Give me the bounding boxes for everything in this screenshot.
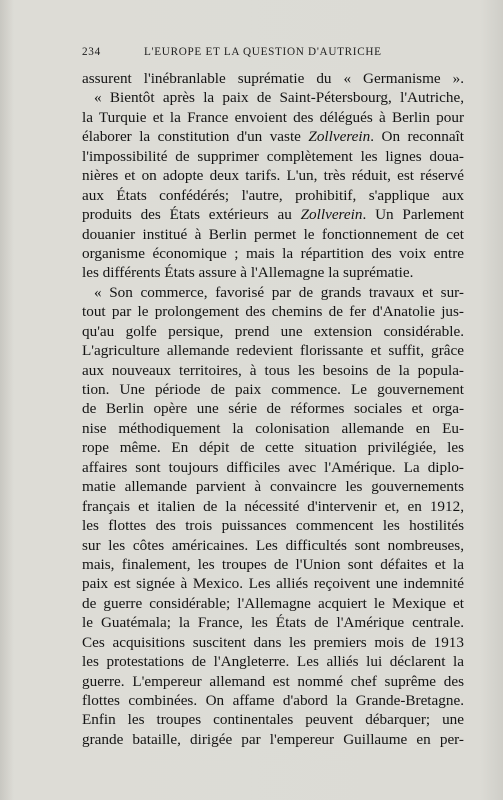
running-title: L'EUROPE ET LA QUESTION D'AUTRICHE [144, 46, 382, 58]
text-line: Ces acquisitions suscitent dans les premiers mois de 1913 [82, 633, 464, 651]
body-text [82, 69, 464, 749]
text-line: tion. Une période de paix commence. Le gouvernement [82, 381, 464, 398]
text-line: aux États confédérés; l'autre, prohibitif, s'applique aux [82, 186, 464, 204]
text-line: « Bientôt après la paix de Saint-Pétersbourg, l'Autriche, [94, 89, 464, 107]
text-line: la Turquie et la France envoient des délégués à Berlin pour [82, 108, 464, 126]
text-line: rope même. En dépit de cette situation privilégiée, les [82, 439, 464, 457]
text-line: nières et on adopte deux tarifs. L'un, très réduit, est réservé [82, 167, 464, 185]
text-line: le Guatémala; la France, les États de l'Amérique centrale. [82, 614, 464, 632]
text-line: Enfin les troupes continentales peuvent débarquer; une [82, 711, 464, 729]
text-line: affaires sont toujours difficiles avec l'Amérique. La diplo- [82, 458, 464, 476]
text-line: organisme économique ; mais la répartition des voix entre [82, 244, 464, 262]
text-line: mais, finalement, les troupes de l'Union sont défaites et la [82, 555, 464, 573]
text-line: nise méthodiquement la colonisation allemande en Eu- [82, 419, 464, 437]
text-line: assurent l'inébranlable suprématie du « Germanisme ». [82, 70, 464, 87]
text-line: guerre. L'empereur allemand est nommé chef suprême des [82, 672, 464, 690]
text-line: les différents États assure à l'Allemagne la suprématie. [82, 264, 414, 282]
running-header [82, 46, 462, 62]
text-line: français et italien de la nécessité d'intervenir et, en 1912, [82, 497, 464, 515]
text-line: douanier institué à Berlin permet le fonctionnement de cet [82, 225, 464, 243]
text-line: les flottes des trois puissances commencent les hostilités [82, 517, 464, 535]
text-line: flottes combinées. On affame d'abord la Grande-Bretagne. [82, 692, 464, 709]
text-line: aux nouveaux territoires, à tous les besoins de la popula- [82, 361, 464, 379]
text-line: paix est signée à Mexico. Les alliés reçoivent une indemnité [82, 575, 464, 593]
text-line: l'impossibilité de supprimer complètement les lignes doua- [82, 147, 464, 165]
text-line: de Berlin opère une série de réformes sociales et orga- [82, 400, 464, 418]
text-line: tout par le prolongement des chemins de fer d'Anatolie jus- [82, 303, 464, 321]
text-line: élaborer la constitution d'un vaste Zollverein. On reconnaît [82, 128, 464, 146]
text-line: qu'au golfe persique, prend une extension considérable. [82, 322, 464, 340]
text-line: L'agriculture allemande redevient florissante et suffit, grâce [82, 342, 464, 360]
text-line: de guerre considérable; l'Allemagne acquiert le Mexique et [82, 594, 464, 612]
page-number: 234 [82, 46, 101, 58]
text-line: grande bataille, dirigée par l'empereur Guillaume en per- [82, 730, 464, 748]
text-line: « Son commerce, favorisé par de grands travaux et sur- [94, 283, 464, 301]
text-line: produits des États extérieurs au Zollverein. Un Parlement [82, 206, 464, 224]
text-line: sur les côtes américaines. Les difficultés sont nombreuses, [82, 536, 464, 554]
text-line: les protestations de l'Angleterre. Les alliés lui déclarent la [82, 653, 464, 671]
text-line: matie allemande parvient à convaincre les gouvernements [82, 478, 464, 496]
